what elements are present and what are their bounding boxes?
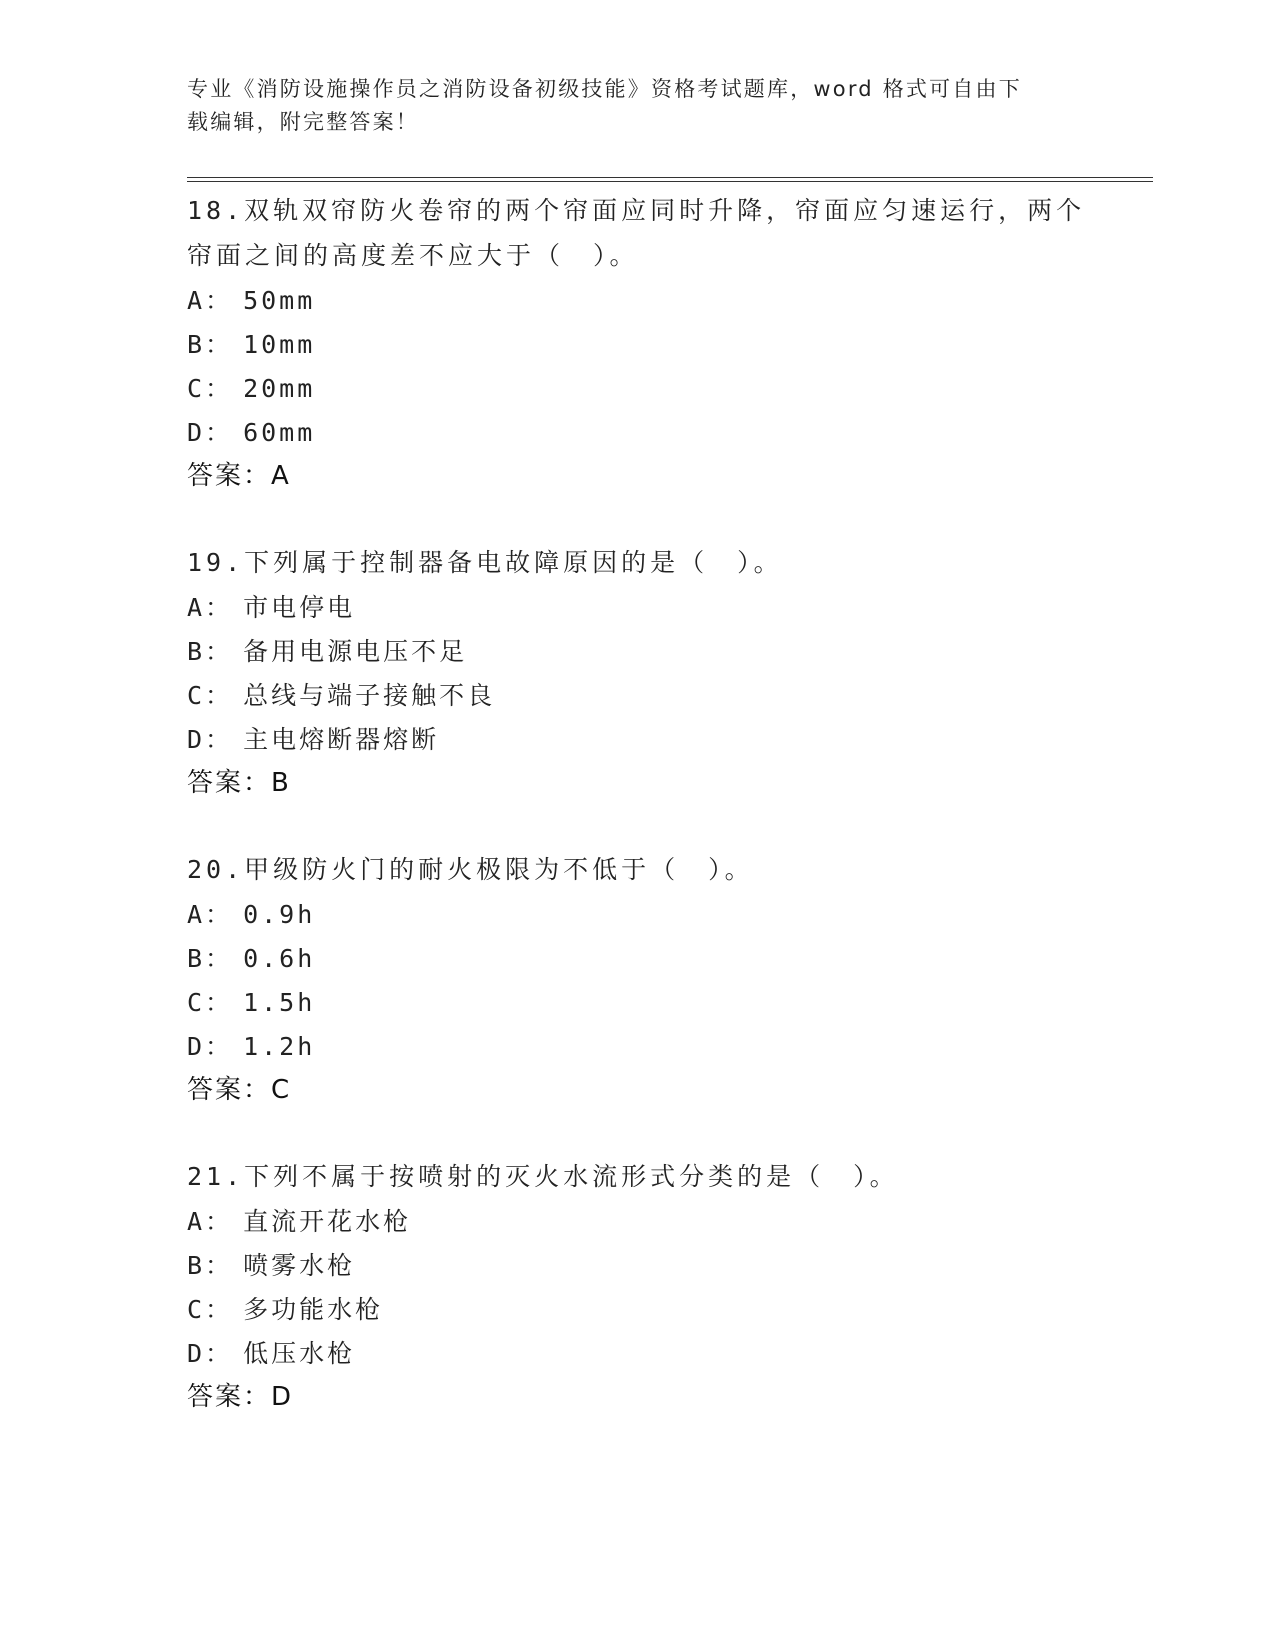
option-text: 总线与端子接触不良 bbox=[243, 681, 496, 710]
option-key: C： bbox=[187, 681, 234, 710]
option-key: D： bbox=[187, 1032, 234, 1061]
option-text: 50mm bbox=[243, 286, 316, 315]
answer-value: A bbox=[271, 461, 291, 491]
option-key: B： bbox=[187, 330, 234, 359]
option-d bbox=[187, 1336, 355, 1372]
document-header-line-1: 专业《消防设施操作员之消防设备初级技能》资格考试题库，word 格式可自由下 bbox=[187, 77, 1022, 101]
option-a bbox=[187, 283, 315, 319]
answer-line bbox=[187, 765, 291, 801]
option-text: 1.2h bbox=[243, 1032, 316, 1061]
option-a bbox=[187, 590, 355, 626]
option-key: B： bbox=[187, 637, 234, 666]
option-b bbox=[187, 327, 315, 363]
option-text: 0.6h bbox=[243, 944, 316, 973]
option-key: C： bbox=[187, 374, 234, 403]
answer-line bbox=[187, 1072, 291, 1108]
answer-label: 答案： bbox=[187, 1075, 272, 1105]
question-stem-line: 帘面之间的高度差不应大于（ ）。 bbox=[187, 241, 639, 270]
option-text: 0.9h bbox=[243, 900, 316, 929]
option-a bbox=[187, 1204, 411, 1240]
answer-value: C bbox=[271, 1075, 292, 1105]
option-key: A： bbox=[187, 286, 234, 315]
option-text: 60mm bbox=[243, 418, 316, 447]
header-rule-bottom bbox=[187, 181, 1153, 182]
option-a bbox=[187, 897, 315, 933]
option-key: D： bbox=[187, 725, 234, 754]
option-key: D： bbox=[187, 1339, 234, 1368]
option-key: A： bbox=[187, 593, 234, 622]
option-d bbox=[187, 722, 439, 758]
answer-value: B bbox=[271, 768, 291, 798]
option-key: C： bbox=[187, 988, 234, 1017]
answer-line bbox=[187, 1379, 293, 1415]
header-rule-top bbox=[187, 177, 1153, 178]
option-key: B： bbox=[187, 1251, 234, 1280]
option-text: 主电熔断器熔断 bbox=[243, 725, 440, 754]
answer-label: 答案： bbox=[187, 1382, 272, 1412]
option-key: C： bbox=[187, 1295, 234, 1324]
option-c bbox=[187, 678, 495, 714]
option-text: 喷雾水枪 bbox=[243, 1251, 356, 1280]
option-text: 10mm bbox=[243, 330, 316, 359]
option-c bbox=[187, 371, 315, 407]
option-b bbox=[187, 634, 467, 670]
question-stem-line: 20.甲级防火门的耐火极限为不低于（ ）。 bbox=[187, 855, 754, 884]
option-b bbox=[187, 1248, 355, 1284]
option-c bbox=[187, 1292, 383, 1328]
question-stem-line: 21.下列不属于按喷射的灭火水流形式分类的是（ ）。 bbox=[187, 1162, 899, 1191]
option-key: A： bbox=[187, 900, 234, 929]
document-header-line-2: 载编辑，附完整答案！ bbox=[187, 110, 419, 134]
answer-line bbox=[187, 458, 291, 494]
option-text: 1.5h bbox=[243, 988, 316, 1017]
option-key: B： bbox=[187, 944, 234, 973]
option-text: 20mm bbox=[243, 374, 316, 403]
option-text: 市电停电 bbox=[243, 593, 356, 622]
option-d bbox=[187, 1029, 315, 1065]
option-b bbox=[187, 941, 315, 977]
question-stem-line: 19.下列属于控制器备电故障原因的是（ ）。 bbox=[187, 548, 783, 577]
option-key: A： bbox=[187, 1207, 234, 1236]
answer-label: 答案： bbox=[187, 461, 272, 491]
option-text: 多功能水枪 bbox=[243, 1295, 384, 1324]
option-key: D： bbox=[187, 418, 234, 447]
option-text: 备用电源电压不足 bbox=[243, 637, 468, 666]
option-text: 低压水枪 bbox=[243, 1339, 356, 1368]
question-stem-line: 18.双轨双帘防火卷帘的两个帘面应同时升降，帘面应匀速运行，两个 bbox=[187, 196, 1086, 225]
option-d bbox=[187, 415, 315, 451]
option-text: 直流开花水枪 bbox=[243, 1207, 412, 1236]
answer-value: D bbox=[271, 1382, 294, 1412]
option-c bbox=[187, 985, 315, 1021]
answer-label: 答案： bbox=[187, 768, 272, 798]
